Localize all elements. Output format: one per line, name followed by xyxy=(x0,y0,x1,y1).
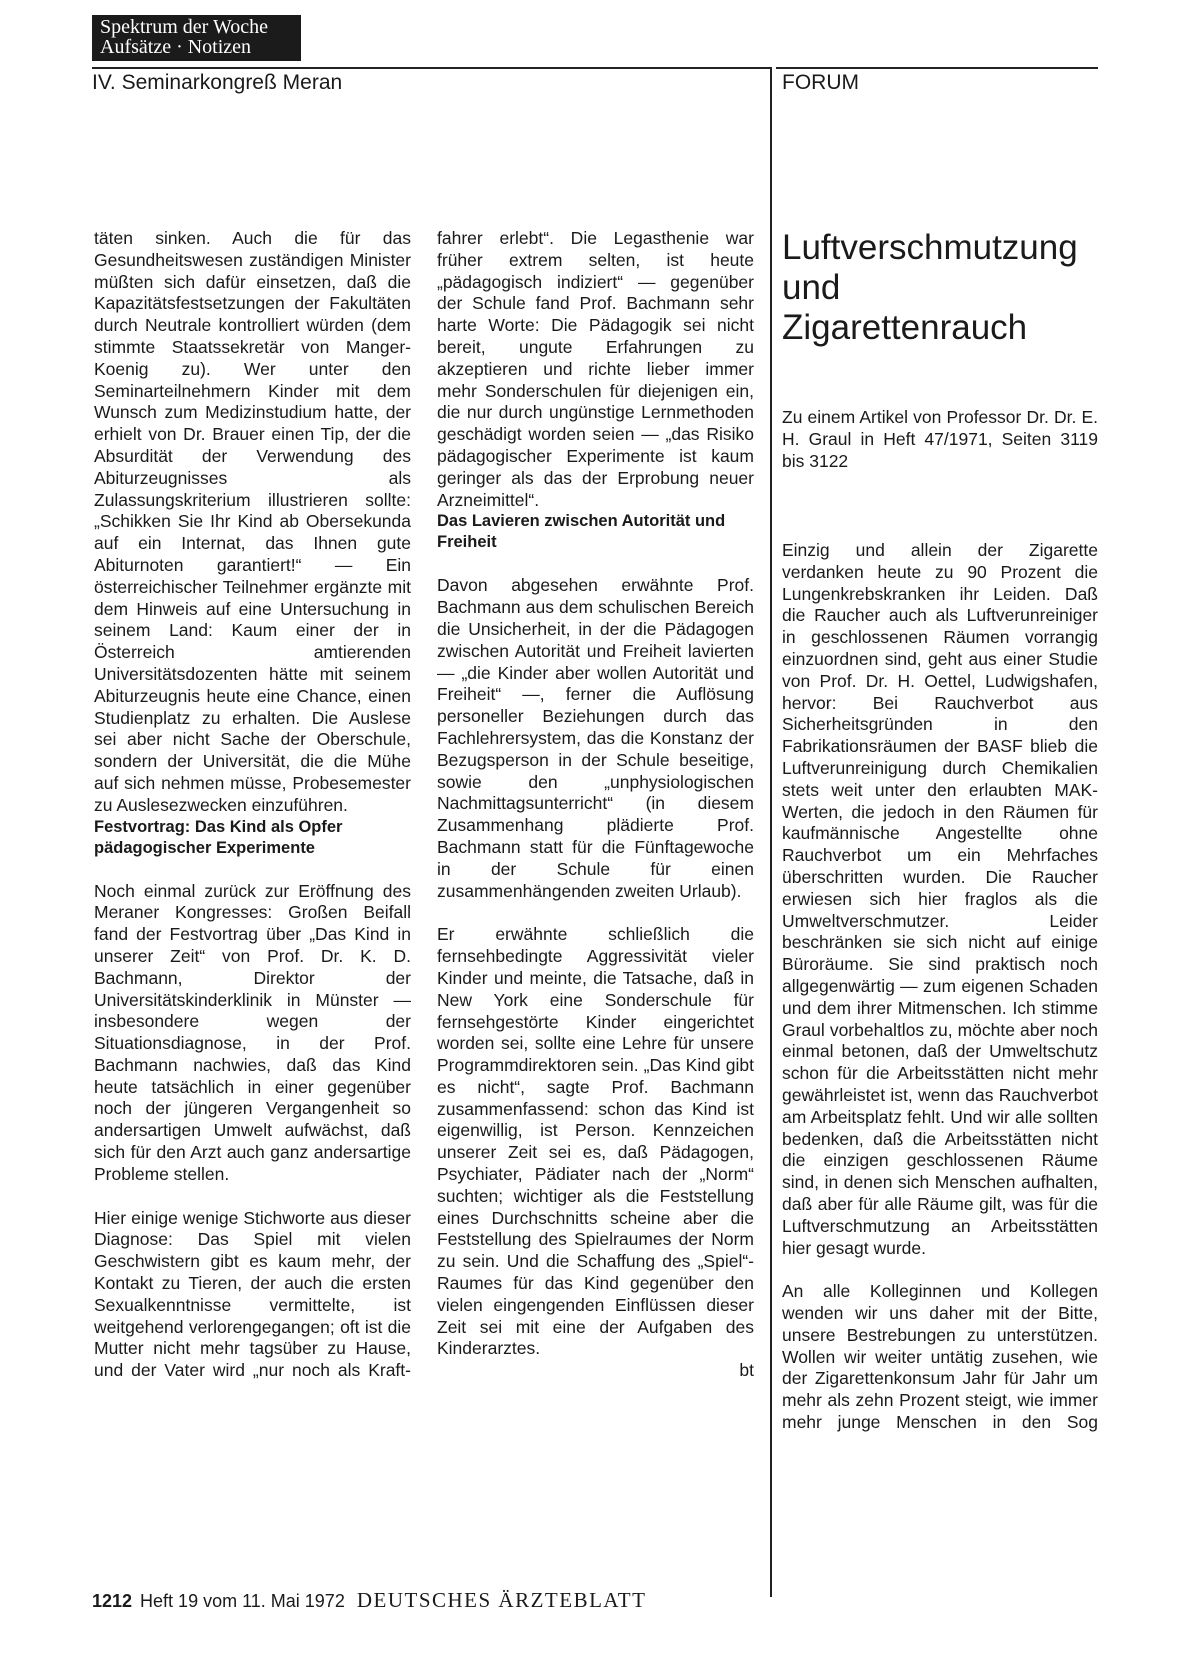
author-initials-row xyxy=(437,1360,754,1382)
header-rule-left xyxy=(92,67,772,69)
body-paragraph: Hier einige wenige Stichworte aus dieser Diagnose: Das Spiel mit vielen Geschwistern gibt es kaum mehr, der Kontakt zu Tieren, der auch die ersten Sexualkenntnisse vermittelte, ist weitgehend verlorengegangen; oft ist die Mutter nicht mehr tagsüber zu Hause, und der Vater wird „nur noch als Kraft- xyxy=(94,1207,411,1381)
author-initials: bt xyxy=(739,1360,754,1381)
section-heading-left: IV. Seminarkongreß Meran xyxy=(92,71,343,94)
body-paragraph: Noch einmal zurück zur Eröffnung des Meraner Kongresses: Großen Beifall fand der Festvortrag über „Das Kind in unserer Zeit“ von Prof. Dr. K. D. Bachmann, Direktor der Universitätskinderklinik in Münster — insbesondere wegen der Situationsdiagnose, in der Prof. Bachmann nachwies, daß das Kind heute tatsächlich in einer gegenüber noch der jüngeren Vergangenheit so andersartigen Umwelt aufwächst, daß sich für den Arzt auch ganz andersartige Probleme stellen. xyxy=(94,880,411,1184)
body-paragraph: fahrer erlebt“. Die Legasthenie war früher extrem selten, ist heute „pädagogisch indiziert“ — gegenüber der Schule fand Prof. Bachmann sehr harte Worte: Die Pädagogik sei nicht bereit, ungute Erfahrungen zu akzeptieren und richte lieber immer mehr Sonderschulen für diejenigen ein, die nur durch ungünstige Lernmethoden geschädigt worden seien — „das Risiko pädagogischer Experimente ist kaum geringer als das der Erprobung neuer Arzneimittel“. xyxy=(437,228,754,510)
body-paragraph: Einzig und allein der Zigarette verdanken heute zu 90 Prozent die Lungenkrebskranken ihr Leiden. Daß die Raucher auch als Luftverunreiniger in geschlossenen Räumen vorrangig einzuordnen sind, geht aus einer Studie von Prof. Dr. H. Oettel, Ludwigshafen, hervor: Bei Rauchverbot aus Sicherheitsgründen in den Fabrikationsräumen der BASF blieb die Luftverunreinigung durch Chemikalien stets weit unter den erlaubten MAK-Werten, die jedoch in den Räumen für kaufmännische Angestellte ohne Rauchverbot um ein Mehrfaches überschritten wurden. Die Raucher erwiesen sich hier fraglos als die Umweltverschmutzer. Leider beschränken sie sich nicht auf einige Büroräume. Sie sind praktisch noch allgegenwärtig — zum eigenen Schaden und dem ihrer Mitmenschen. Ich stimme Graul vorbehaltlos zu, möchte aber noch einmal betonen, daß der Umweltschutz schon für die Arbeitsstätten nicht mehr gewährleistet ist, wenn das Rauchverbot am Arbeitsplatz fehlt. Und wir alle sollten bedenken, daß die Arbeitsstätten nicht die einzigen geschlossenen Räume sind, in denen sich Menschen aufhalten, daß aber für alle Räume gilt, was für die Luftverschmutzung an Arbeitsstätten hier gesagt wurde. xyxy=(782,540,1098,1258)
article-title xyxy=(782,228,1098,348)
magazine-name: DEUTSCHES ÄRZTEBLATT xyxy=(356,1588,647,1612)
body-paragraph: Davon abgesehen erwähnte Prof. Bachmann aus dem schulischen Bereich die Unsicherheit, in der die Pädagogen zwischen Autorität und Freiheit lavierten — „die Kinder aber wollen Autorität und Freiheit“ —, ferner die Auflösung personeller Beziehungen durch das Fachlehrersystem, das die Konstanz der Bezugsperson in der Schule beseitige, sowie den „unphysiologischen Nachmittagsunterricht“ (in diesem Zusammenhang plädierte Prof. Bachmann statt für die Fünftagewoche in der Schule für einen zusammenhängenden zweiten Urlaub). xyxy=(437,575,754,901)
column-1 xyxy=(94,228,411,1382)
column-2 xyxy=(437,228,754,1382)
article-title-line-3: Zigarettenrauch xyxy=(782,308,1028,347)
article-title-line-2: und xyxy=(782,268,841,307)
page-number: 1212 xyxy=(92,1591,133,1611)
section-tag xyxy=(92,15,301,61)
body-paragraph: Er erwähnte schließlich die fernsehbedingte Aggressivität vieler Kinder und meinte, die Tatsache, daß in New York eine Sonderschule für fernsehgestörte Kinder eingerichtet worden sei, sollte eine Lehre für unsere Programmdirektoren sein. „Das Kind gibt es nicht“, sagte Prof. Bachmann zusammenfassend: schon das Kind ist eigenwillig, ist Person. Kennzeichen unserer Zeit sei es, daß Pädagogen, Psychiater, Pädiater nach der „Norm“ suchten; wichtiger als die Feststellung eines Durchschnitts scheine aber die Feststellung des Spielraumes der Norm zu sein. Und die Schaffung des „Spiel“-Raumes für das Kind gegenüber den vielen eingengenden Einflüssen dieser Zeit sei mit eine der Aufgaben des Kinderarztes. xyxy=(437,924,754,1359)
issue-info: Heft 19 vom 11. Mai 1972 xyxy=(140,1591,345,1611)
subheading: Festvortrag: Das Kind als Opfer pädagogischer Experimente xyxy=(94,817,343,857)
section-tag-line-2: Aufsätze · Notizen xyxy=(100,36,252,58)
body-paragraph: täten sinken. Auch die für das Gesundheitswesen zuständigen Minister müßten sich dafür einsetzen, daß die Kapazitätsfestsetzungen der Fakultäten durch Neutrale kontrolliert würden (dem stimmte Staatssekretär von Manger-Koenig zu). Wer unter den Seminarteilnehmern Kinder mit dem Wunsch zum Medizinstudium hatte, der erhielt von Dr. Brauer einen Tip, der die Absurdität der Verwendung des Abiturzeugnisses als Zulassungskriterium illustrieren sollte: „Schikken Sie Ihr Kind ab Obersekunda auf ein Internat, das Ihnen gute Abiturnoten garantiert!“ — Ein österreichischer Teilnehmer ergänzte mit dem Hinweis auf eine Untersuchung in seinem Land: Kaum einer der in Österreich amtierenden Universitätsdozenten hätte mit seinem Abiturzeugnis heute eine Chance, einen Studienplatz zu erhalten. Die Auslese sei aber nicht Sache der Oberschule, sondern der Universität, die die Mühe auf sich nehmen müsse, Probesemester zu Auslesezwecken einzuführen. xyxy=(94,228,411,815)
subheading: Das Lavieren zwischen Autorität und Freiheit xyxy=(437,512,726,552)
page-footer xyxy=(92,1588,646,1613)
body-paragraph: An alle Kolleginnen und Kollegen wenden wir uns daher mit der Bitte, unsere Bestrebungen zu unterstützen. Wollen wir weiter untätig zusehen, wie der Zigarettenkonsum Jahr für Jahr um mehr als zehn Prozent steigt, wie immer mehr junge Menschen in den Sog xyxy=(782,1281,1098,1433)
section-tag-line-1: Spektrum der Woche xyxy=(100,16,268,38)
column-3 xyxy=(782,228,1098,1434)
article-title-line-1: Luftverschmutzung xyxy=(782,228,1078,267)
column-divider xyxy=(770,67,772,1597)
article-reference: Zu einem Artikel von Professor Dr. Dr. E. H. Graul in Heft 47/1971, Seiten 3119 bis 3122 xyxy=(782,407,1098,471)
section-heading-right: FORUM xyxy=(782,71,859,94)
header-rule-right xyxy=(776,67,1098,69)
